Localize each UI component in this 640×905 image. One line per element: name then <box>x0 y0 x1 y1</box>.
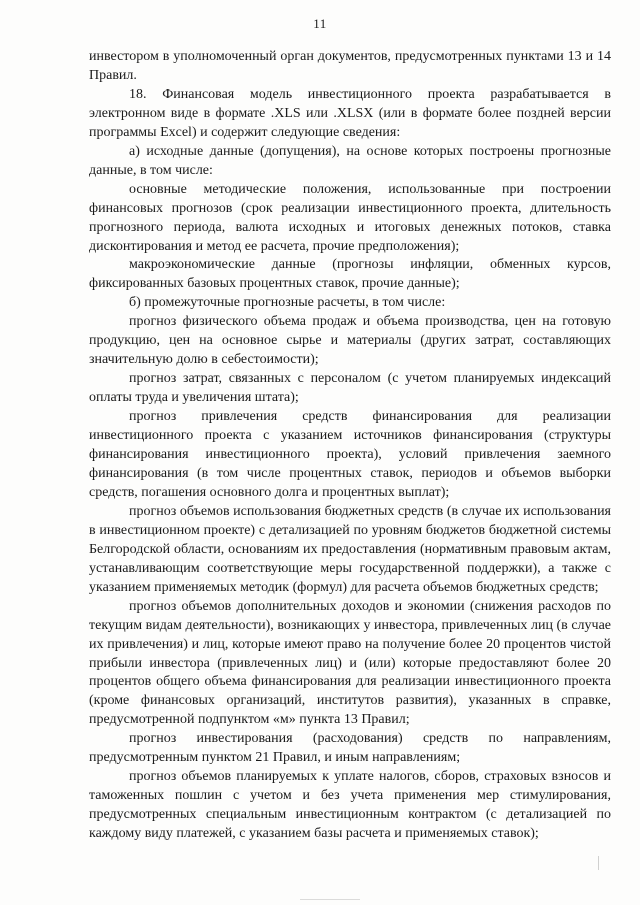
paragraph-macroeconomic: макроэкономические данные (прогнозы инфляции, обменных курсов, фиксированных базовых процентных ставок, прочие данные); <box>89 257 611 292</box>
paragraph-subitem-b: б) промежуточные прогнозные расчеты, в том числе: <box>129 295 446 311</box>
paragraph-sales-forecast: прогноз физического объема продаж и объема производства, цен на готовую продукцию, цен на основное сырье и материалы (других затрат, составляющих значительную долю в себестоимости); <box>89 314 611 368</box>
paragraph-additional-income-forecast: прогноз объемов дополнительных доходов и экономии (снижения расходов по текущим видам деятельности), возникающих у инвестора, привлеченных лиц (в случае их привлечения) и лиц, которые имеют право на получение более 20 процентов чистой прибыли инвестора (привлеченных лиц) и (или) которые предоставляют более 20 процентов общего объема финансирования для реализации инвестиционного проекта (кроме финансовых организаций, институтов развития), указанных в справке, предусмотренной подпунктом «м» пункта 13 Правил; <box>89 598 611 728</box>
paragraph-budget-funds-forecast: прогноз объемов использования бюджетных средств (в случае их использования в инвестиционном проекте) с детализацией по уровням бюджетов бюджетной системы Белгородской области, основаниям их предоставления (нормативным правовым актам, устанавливающим соответствующие меры государственной поддержки), а также с указанием применяемых методик (формул) для расчета объемов бюджетных средств; <box>89 503 611 595</box>
paragraph-item-18: 18. Финансовая модель инвестиционного проекта разрабатывается в электронном виде в формате .XLS или .XLSX (или в формате более поздней версии программы Excel) и содержит следующие сведения: <box>89 86 611 140</box>
paragraph-continuation: инвестором в уполномоченный орган документов, предусмотренных пунктами 13 и 14 Правил. <box>89 49 611 83</box>
paragraph-financing-forecast: прогноз привлечения средств финансирования для реализации инвестиционного проекта с указанием источников финансирования (структуры финансирования инвестиционного проекта), условий привлечения заемного финансирования (в том числе процентных ставок, периодов и объемов выборки средств, погашения основного долга и процентных выплат); <box>89 409 611 500</box>
document-body <box>89 48 611 844</box>
paragraph-taxes-forecast: прогноз объемов планируемых к уплате налогов, сборов, страховых взносов и таможенных пошлин с учетом и без учета применения мер стимулирования, предусмотренных специальным инвестиционным контрактом (с детализацией по каждому виду платежей, с указанием базы расчета и применяемых ставок); <box>89 769 611 842</box>
paragraph-personnel-forecast: прогноз затрат, связанных с персоналом (с учетом планируемых индексаций оплаты труда и увеличения штата); <box>89 371 611 406</box>
page-number: 11 <box>313 16 327 31</box>
scan-mark <box>300 899 360 900</box>
paragraph-investment-forecast: прогноз инвестирования (расходования) средств по направлениям, предусмотренным пунктом 21 Правил, и иным направлениям; <box>89 731 611 766</box>
paragraph-subitem-a: а) исходные данные (допущения), на основе которых построены прогнозные данные, в том числе: <box>89 143 611 178</box>
scan-mark <box>598 856 599 870</box>
paragraph-methodology: основные методические положения, использованные при построении финансовых прогнозов (срок реализации инвестиционного проекта, длительность прогнозного периода, валюта исходных и итоговых денежных потоков, ставка дисконтирования и метод ее расчета, прочие предположения); <box>89 181 611 254</box>
